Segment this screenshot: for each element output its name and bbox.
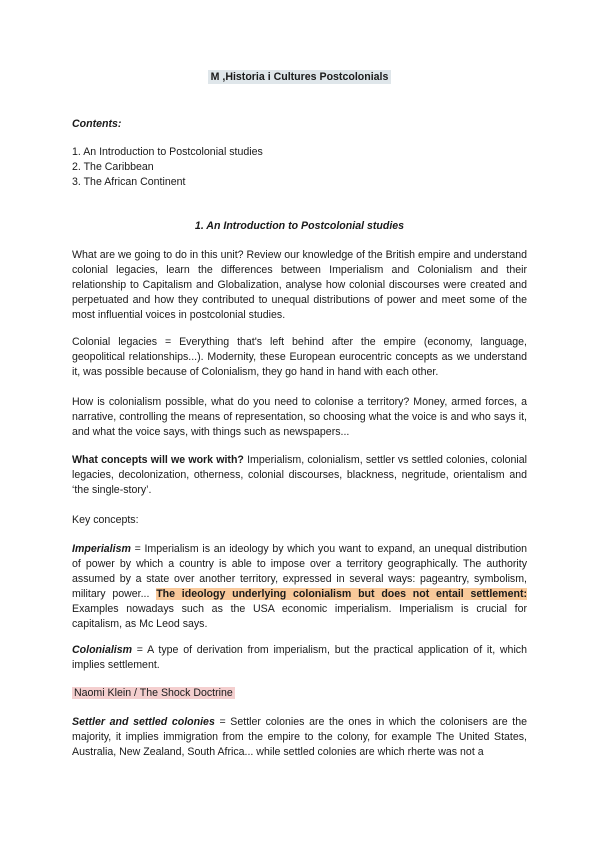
toc-item: 3. The African Continent	[72, 176, 186, 188]
paragraph-concepts: What concepts will we work with? Imperialism, colonialism, settler vs settled colonies, colonial legacies, decolonization, otherness, colonial discourses, blackness, negritude, orientalism and ‘the single-story’.	[72, 454, 527, 496]
paragraph-colonial-legacies: Colonial legacies = Everything that's left behind after the empire (economy, language, geopolitical relationships...). Modernity, these European eurocentric concepts as we understand it, was possible because of Colonialism, they go hand in hand with each other.	[72, 336, 527, 378]
paragraph-settler-colonies: Settler and settled colonies = Settler colonies are the ones in which the colonisers are the majority, it implies immigration from the empire to the colony, for example The United States, Australia, New Zealand, South Africa... while settled colonies are which rherte was not a	[72, 716, 527, 758]
paragraph-colonialism-possible: How is colonialism possible, what do you need to colonise a territory? Money, armed forces, a narrative, controlling the means of representation, so choosing what the voice is and who says it, and what the voice says, with things such as newspapers...	[72, 396, 527, 438]
document-title: M ,Historia i Cultures Postcolonials	[72, 70, 527, 85]
paragraph-imperialism: Imperialism = Imperialism is an ideology by which you want to expand, an unequal distribution of power by which a country is able to impose over a territory geographically. The authority assumed by a state over another territory, expressed in several ways: pageantry, symbolism, military power... The ideology underlying colonialism but does not entail settlement: Examples nowadays such as the USA economic imperialism. Imperialism is crucial for capitalism, as Mc Leod says.	[72, 543, 527, 630]
paragraph-unit-overview: What are we going to do in this unit? Review our knowledge of the British empire and understand colonial legacies, learn the differences between Imperialism and Colonialism and their relationship to Capitalism and Globalization, analyse how colonial discourses were created and perpetuated and how they contributed to unequal distributions of power and meet some of the most influential voices in postcolonial studies.	[72, 249, 527, 321]
toc-item: 1. An Introduction to Postcolonial studies	[72, 146, 263, 158]
highlighted-text: The ideology underlying colonialism but does not entail settlement:	[156, 588, 527, 600]
reference-note: Naomi Klein / The Shock Doctrine	[74, 687, 233, 699]
contents-heading: Contents:	[72, 118, 122, 130]
key-concepts-label: Key concepts:	[72, 514, 139, 526]
toc-item: 2. The Caribbean	[72, 161, 154, 173]
section-heading: 1. An Introduction to Postcolonial studies	[194, 220, 405, 232]
paragraph-colonialism: Colonialism = A type of derivation from imperialism, but the practical application of it, which implies settlement.	[72, 644, 527, 671]
table-of-contents	[72, 145, 263, 190]
